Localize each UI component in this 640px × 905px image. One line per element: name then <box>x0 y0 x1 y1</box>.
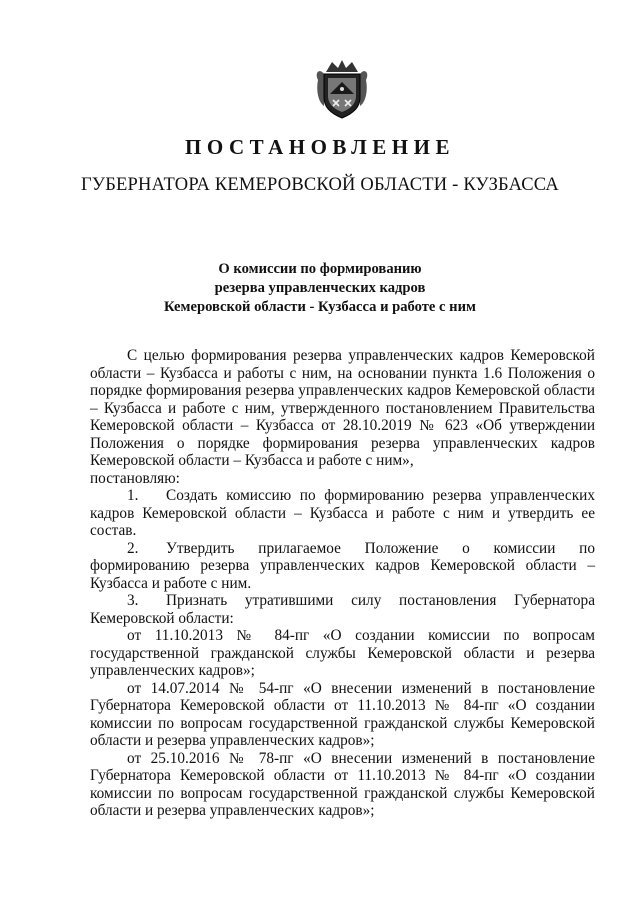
intro-paragraph: С целью формирования резерва управленческих кадров Кемеровской области – Кузбасса и работы с ним, на основании пункта 1.6 Положения о порядке формирования резерва управленческих кадров Кемеровской области – Кузбасса и работе с ним, утвержденного постановлением Правительства Кемеровской области – Кузбасса от 28.10.2019 № 623 «Об утверждении Положения о порядке формирования резерва управленческих кадров Кемеровской области – Кузбасса и работе с ним», <box>90 347 595 469</box>
repealed-item: от 11.10.2013 № 84-пг «О создании комиссии по вопросам государственной гражданской службы Кемеровской области и резерва управленческих кадров»; <box>90 627 595 679</box>
item-text: Создать комиссию по формированию резерва управленческих кадров Кемеровской области – Кузбасса и работе с ним и утвердить ее состав. <box>90 487 595 539</box>
heading-line: Кемеровской области - Кузбасса и работе с ним <box>164 299 476 315</box>
item-text: Признать утратившими силу постановления Губернатора Кемеровской области: <box>90 592 595 627</box>
repealed-item: от 14.07.2014 № 54-пг «О внесении изменений в постановление Губернатора Кемеровской области от 11.10.2013 № 84-пг «О создании комиссии по вопросам государственной гражданской службы Кемеровской области и резерва управленческих кадров»; <box>90 679 595 749</box>
decree-word: постановляю: <box>90 469 180 487</box>
repealed-item: от 25.10.2016 № 78-пг «О внесении изменений в постановление Губернатора Кемеровской области от 11.10.2013 № 84-пг «О создании комиссии по вопросам государственной гражданской службы Кемеровской области и резерва управленческих кадров»; <box>90 749 595 819</box>
item-number: 1. <box>127 487 139 504</box>
document-body <box>90 347 595 820</box>
coat-of-arms-icon <box>314 58 370 120</box>
list-item <box>90 540 595 593</box>
heading-line: резерва управленческих кадров <box>214 280 426 296</box>
item-number: 2. <box>127 539 139 557</box>
list-item <box>90 487 595 540</box>
heading-line: О комиссии по формированию <box>218 261 422 277</box>
item-text: Утвердить прилагаемое Положение о комиссии по формированию резерва управленческих кадров Кемеровской области – Кузбасса и работе с ним. <box>90 539 595 592</box>
issuer-subtitle: ГУБЕРНАТОРА КЕМЕРОВСКОЙ ОБЛАСТИ - КУЗБАССА <box>81 175 559 195</box>
document-heading <box>0 260 640 317</box>
document-title: ПОСТАНОВЛЕНИЕ <box>185 135 455 159</box>
item-number: 3. <box>127 592 139 609</box>
list-item <box>90 592 595 627</box>
